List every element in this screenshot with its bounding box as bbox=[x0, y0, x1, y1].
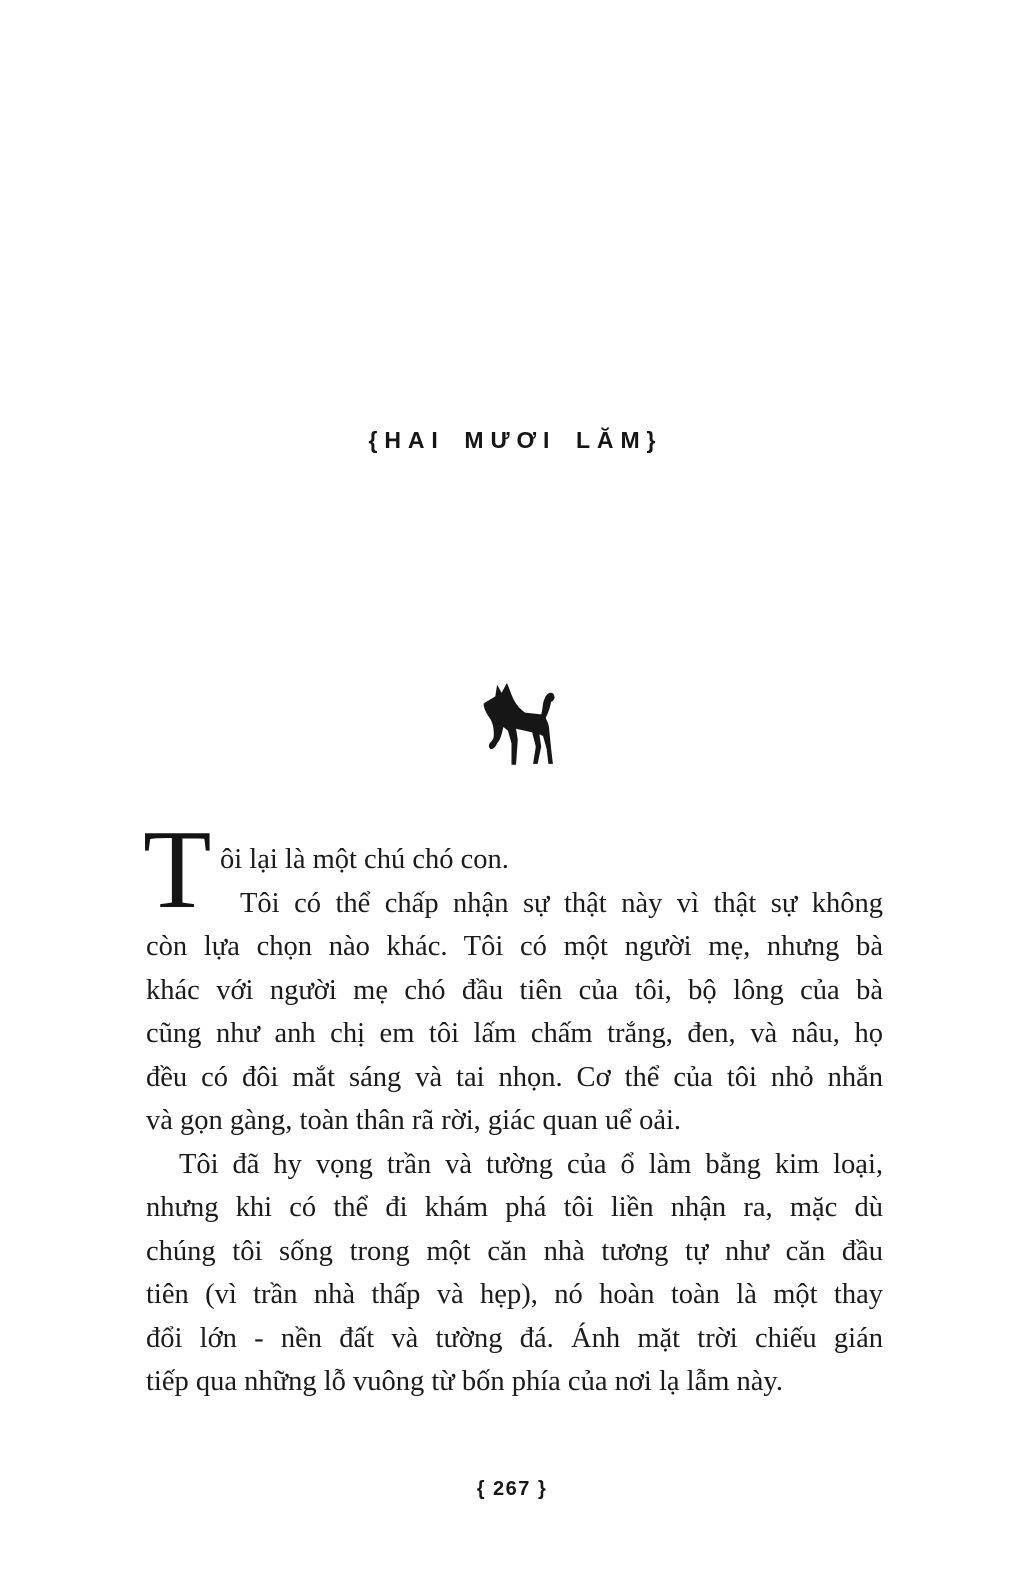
text-line: Tôi có thể chấp nhận sự thật này vì thật sự không bbox=[240, 887, 883, 919]
text-line: còn lựa chọn nào khác. Tôi có một người mẹ, nhưng bà bbox=[146, 931, 883, 962]
drop-cap: T bbox=[143, 808, 212, 932]
text-line: Tôi đã hy vọng trần và tường của ổ làm bằng kim loại, bbox=[179, 1148, 883, 1180]
text-line: cũng như anh chị em tôi lấm chấm trắng, đen, và nâu, họ bbox=[146, 1018, 883, 1049]
text-line: tiên (vì trần nhà thấp và hẹp), nó hoàn toàn là một thay bbox=[146, 1279, 883, 1310]
text-line: chúng tôi sống trong một căn nhà tương tự như căn đầu bbox=[146, 1235, 883, 1267]
text-line: đều có đôi mắt sáng và tai nhọn. Cơ thể của tôi nhỏ nhắn bbox=[146, 1061, 883, 1093]
text-line: ôi lại là một chú chó con. bbox=[220, 844, 509, 875]
body-text bbox=[143, 808, 883, 1404]
chapter-heading: {HAI MƯƠI LĂM} bbox=[368, 427, 663, 453]
text-line: khác với người mẹ chó đầu tiên của tôi, bộ lông của bà bbox=[146, 974, 883, 1006]
text-line: tiếp qua những lỗ vuông từ bốn phía của nơi lạ lẫm này. bbox=[146, 1366, 783, 1397]
text-line: nhưng khi có thể đi khám phá tôi liền nhận ra, mặc dù bbox=[146, 1192, 883, 1223]
dog-silhouette-icon bbox=[471, 680, 561, 774]
dog-silhouette-path bbox=[484, 683, 555, 765]
page-number: { 267 } bbox=[476, 1478, 548, 1500]
text-line: và gọn gàng, toàn thân rã rời, giác quan uể oải. bbox=[146, 1105, 682, 1136]
text-line: đổi lớn - nền đất và tường đá. Ánh mặt trời chiếu gián bbox=[146, 1322, 883, 1354]
